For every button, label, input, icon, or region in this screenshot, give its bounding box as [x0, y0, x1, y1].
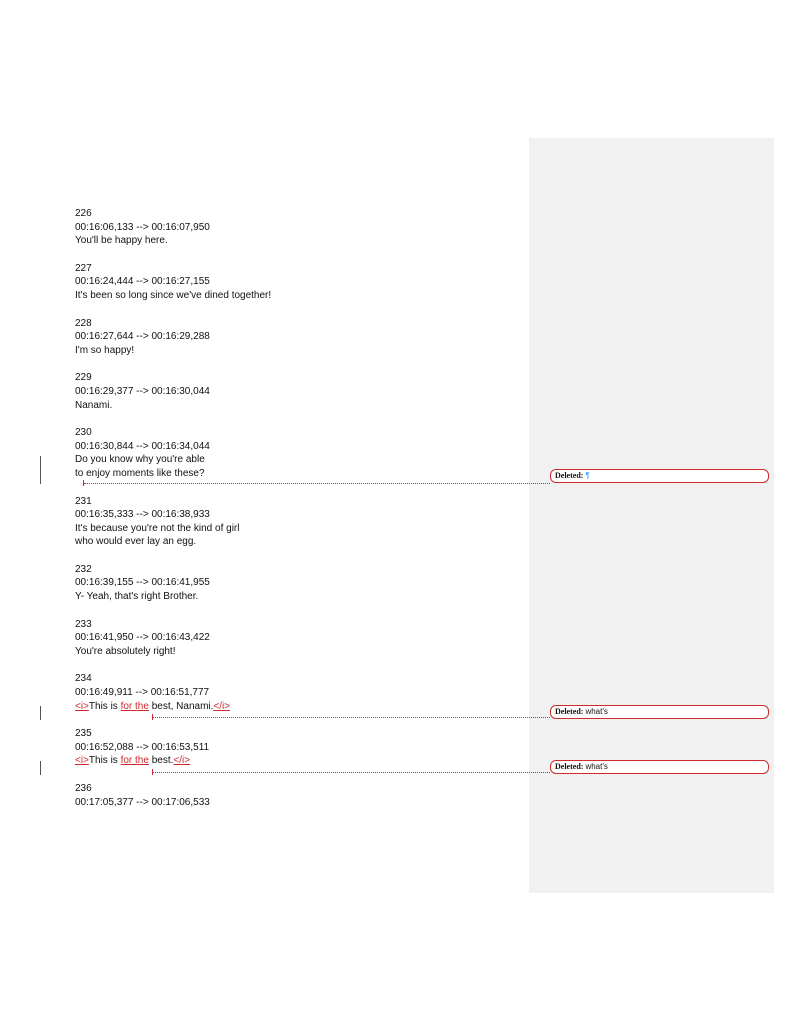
cue-timing: 00:16:24,444 --> 00:16:27,155: [75, 276, 210, 288]
cue-text-segment: best.: [148, 755, 174, 767]
cue-timing: 00:16:30,844 --> 00:16:34,044: [75, 440, 210, 452]
cue-text-segment: This is: [88, 755, 121, 767]
cue-number: 233: [75, 618, 92, 630]
subtitle-cue: [75, 262, 515, 303]
comment-connector: [153, 772, 550, 773]
cue-text: I'm so happy!: [75, 344, 135, 356]
subtitle-cue: [75, 371, 515, 412]
subtitle-cue: [75, 317, 515, 358]
revision-balloon[interactable]: [550, 760, 769, 774]
deleted-text: what's: [585, 762, 608, 771]
cue-text: to enjoy moments like these?: [75, 467, 205, 479]
cue-text: [75, 754, 515, 768]
revision-balloon[interactable]: [550, 705, 769, 719]
inserted-tag: </i>: [173, 755, 191, 767]
cue-timing: 00:16:39,155 --> 00:16:41,955: [75, 577, 210, 589]
cue-text: Y- Yeah, that's right Brother.: [75, 591, 199, 603]
cue-timing: 00:16:49,911 --> 00:16:51,777: [75, 687, 210, 699]
cue-timing: 00:16:06,133 --> 00:16:07,950: [75, 221, 210, 233]
cue-number: 231: [75, 495, 92, 507]
subtitle-cue: [75, 672, 515, 713]
subtitle-cue: [75, 727, 515, 768]
cue-timing: 00:16:35,333 --> 00:16:38,933: [75, 509, 210, 521]
cue-text-segment: This is: [88, 700, 121, 712]
cue-text: You'll be happy here.: [75, 235, 168, 247]
cue-number: 229: [75, 372, 92, 384]
balloon-label: Deleted:: [555, 471, 584, 480]
subtitle-cue: [75, 207, 515, 248]
cue-text: It's been so long since we've dined together!: [75, 289, 272, 301]
markup-area: [529, 138, 774, 893]
cue-text: Do you know why you're able: [75, 454, 205, 466]
comment-connector: [153, 717, 550, 718]
cue-text: It's because you're not the kind of girl: [75, 522, 240, 534]
subtitle-cue: [75, 495, 515, 549]
inserted-tag: <i>: [75, 755, 89, 767]
cue-timing: 00:16:27,644 --> 00:16:29,288: [75, 331, 210, 343]
document-body: [75, 207, 515, 809]
cue-text: Nanami.: [75, 399, 113, 411]
deleted-text: what's: [585, 707, 608, 716]
cue-number: 234: [75, 673, 92, 685]
comment-connector: [84, 483, 550, 484]
cue-number: 227: [75, 262, 92, 274]
cue-text-segment: best, Nanami.: [148, 700, 214, 712]
cue-timing: 00:16:41,950 --> 00:16:43,422: [75, 632, 210, 644]
cue-timing: 00:16:29,377 --> 00:16:30,044: [75, 385, 210, 397]
subtitle-cue: [75, 426, 515, 480]
cue-number: 235: [75, 728, 92, 740]
inserted-text: for the: [120, 755, 149, 767]
paragraph-mark-icon: ¶: [585, 471, 590, 480]
subtitle-cue: [75, 782, 515, 809]
cue-text: who would ever lay an egg.: [75, 536, 197, 548]
revision-balloon[interactable]: [550, 469, 769, 483]
inserted-tag: <i>: [75, 700, 89, 712]
subtitle-cue: [75, 618, 515, 659]
cue-timing: 00:16:52,088 --> 00:16:53,511: [75, 741, 210, 753]
cue-number: 228: [75, 317, 92, 329]
change-bar: [40, 761, 41, 775]
cue-number: 236: [75, 783, 92, 794]
cue-timing: 00:17:05,377 --> 00:17:06,533: [75, 796, 210, 808]
inserted-tag: </i>: [213, 700, 231, 712]
cue-number: 232: [75, 563, 92, 575]
change-bar: [40, 706, 41, 720]
subtitle-cue: [75, 563, 515, 604]
change-bar: [40, 456, 41, 484]
cue-text: You're absolutely right!: [75, 645, 176, 657]
cue-text: [75, 700, 515, 714]
cue-number: 230: [75, 427, 92, 439]
balloon-label: Deleted:: [555, 762, 584, 771]
cue-number: 226: [75, 208, 92, 219]
balloon-label: Deleted:: [555, 707, 584, 716]
inserted-text: for the: [120, 700, 149, 712]
